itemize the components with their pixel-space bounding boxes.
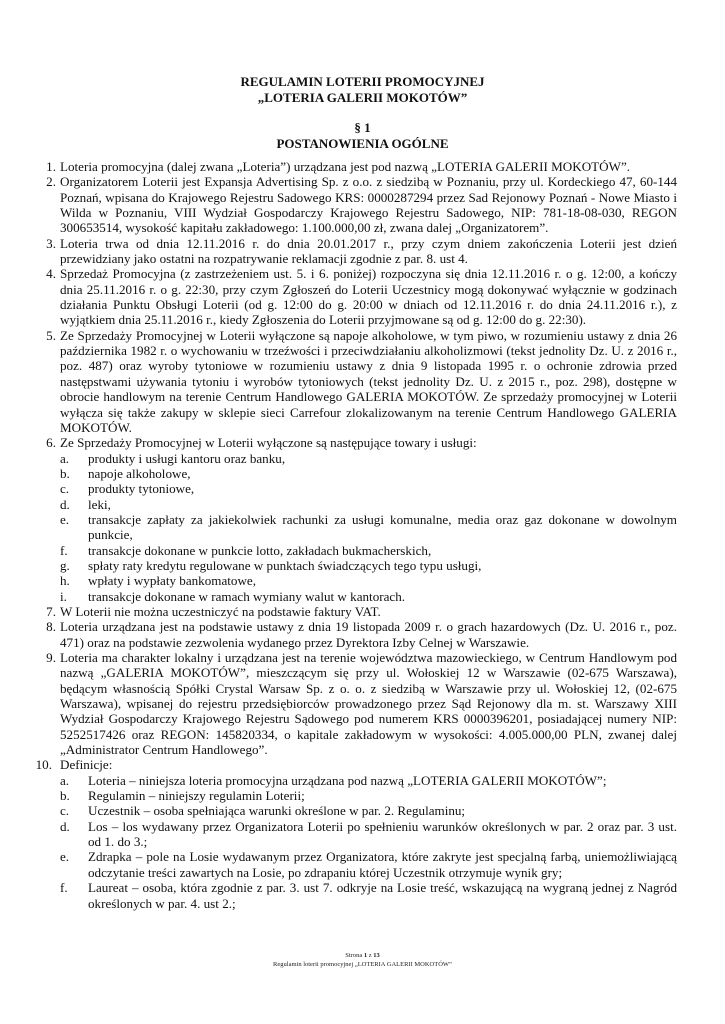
sub-item-letter: e. <box>60 511 70 527</box>
sub-item-letter: e. <box>60 849 70 865</box>
list-item <box>32 174 677 235</box>
sub-list-item <box>60 803 677 818</box>
sub-item-text: Laureat – osoba, która zgodnie z par. 3. ust 7. odkryje na Losie treść, wskazującą na wygraną jednej z Nagród określonych w par. 4. ust 2.; <box>88 880 677 911</box>
item-number: 7. <box>46 603 56 619</box>
footer-document-name: Regulamin loterii promocyjnej „LOTERIA GALERII MOKOTÓW” <box>273 961 452 968</box>
item-text: Loteria promocyjna (dalej zwana „Loteria”) urządzana jest pod nazwą „LOTERIA GALERII MOKOTÓW”. <box>60 159 631 174</box>
item-number: 8. <box>46 619 56 635</box>
item-number: 10. <box>35 757 52 773</box>
sub-list-item <box>60 466 677 481</box>
sub-item-letter: d. <box>60 818 70 834</box>
item-text: Loteria urządzana jest na podstawie ustawy z dnia 19 listopada 2009 r. o grach hazardowych (Dz. U. 2016 r., poz. 471) oraz na podstawie zezwolenia wydanego przez Dyrektora Izby Celnej w Warszawie. <box>60 619 677 650</box>
list-item <box>32 266 677 327</box>
item-number: 3. <box>46 235 56 251</box>
regulations-body <box>32 159 677 911</box>
sub-item-text: Los – los wydawany przez Organizatora Loterii po spełnieniu warunków określonych w par. 2 oraz par. 3 ust. od 1. do 3.; <box>88 818 677 850</box>
sub-item-text: transakcje dokonane w ramach wymiany walut w kantorach. <box>88 588 406 604</box>
item-number: 4. <box>46 266 56 282</box>
sub-list-item <box>60 589 677 604</box>
list-item <box>32 236 677 267</box>
definitions-list <box>60 773 677 911</box>
sub-list-item <box>60 773 677 788</box>
sub-item-text: Uczestnik – osoba spełniająca warunki określone w par. 2. Regulaminu; <box>88 803 466 819</box>
page-total: 13 <box>373 952 380 959</box>
item-text: Ze Sprzedaży Promocyjnej w Loterii wyłączone są następujące towary i usługi: <box>60 435 477 451</box>
item-text: Ze Sprzedaży Promocyjnej w Loterii wyłączone są napoje alkoholowe, w tym piwo, w rozumieniu ustawy z dnia 26 października 1982 r. o wychowaniu w trzeźwości i przeciwdziałaniu alkoholizmowi (tekst jednolity Dz. U. z 2016 r., poz. 487) oraz wyroby tytoniowe w rozumieniu ustawy z dnia 9 listopada 1995 r. o ochronie zdrowia przed następstwami używania tytoniu i wyrobów tytoniowych (tekst jednolity Dz. U. z 2015 r., poz. 298), dostępne w obrocie handlowym na terenie Centrum Handlowego GALERIA MOKOTÓW. Ze sprzedaży promocyjnej w Loterii wyłącza się także zakupy w sklepie sieci Carrefour zlokalizowanym na terenie Centrum Handlowego GALERIA MOKOTÓW. <box>60 327 677 435</box>
sub-item-letter: g. <box>60 557 70 573</box>
list-item <box>32 159 677 174</box>
sub-item-letter: i. <box>60 588 67 604</box>
list-item <box>32 619 677 650</box>
sub-item-letter: d. <box>60 496 70 512</box>
item-text: W Loterii nie można uczestniczyć na podstawie faktury VAT. <box>60 603 381 619</box>
sub-item-text: leki, <box>88 496 111 512</box>
general-provisions-list <box>32 159 677 911</box>
list-item <box>32 328 677 435</box>
item-number: 9. <box>46 650 56 665</box>
sub-item-letter: b. <box>60 788 70 804</box>
section-number: § 1 <box>354 120 371 135</box>
sub-list-item <box>60 849 677 880</box>
sub-list-item <box>60 880 677 911</box>
page-counter <box>0 951 725 960</box>
sub-item-letter: h. <box>60 573 70 589</box>
page-of: z <box>368 952 372 959</box>
sub-item-text: produkty tytoniowe, <box>88 481 195 497</box>
item-text: Sprzedaż Promocyjna (z zastrzeżeniem ust. 5. i 6. poniżej) rozpoczyna się dnia 12.11.2016 r. o g. 12:00, a kończy dnia 25.11.2016 r. o g. 22:30, przy czym Zgłoszeń do Loterii Uczestnicy mogą dokonywać wyłącznie w godzinach działania Punktu Obsługi Loterii (od g. 12:00 do g. 20:00 w dniach od 12.11.2016 r. do dnia 24.11.2016 r.), z wyjątkiem dnia 25.11.2016 r., kiedy Zgłoszenia do Loterii przyjmowane są od g. 12:00 do g. 22:30). <box>60 266 677 328</box>
sub-item-text: transakcje dokonane w punkcie lotto, zakładach bukmacherskich, <box>88 542 432 558</box>
sub-list-item <box>60 481 677 496</box>
sub-item-text: transakcje zapłaty za jakiekolwiek rachunki za usługi komunalne, media oraz gaz dokonane w dowolnym punkcie, <box>88 511 677 543</box>
sub-item-text: Loteria – niniejsza loteria promocyjna urządzana pod nazwą „LOTERIA GALERII MOKOTÓW”; <box>88 772 607 788</box>
document-title-line1: REGULAMIN LOTERII PROMOCYJNEJ <box>240 74 485 89</box>
page-current: 1 <box>363 952 368 959</box>
sub-item-text: spłaty raty kredytu regulowane w punktach świadczących tego typu usługi, <box>88 557 482 573</box>
sub-item-text: produkty i usługi kantoru oraz banku, <box>88 450 286 466</box>
sub-list-item <box>60 497 677 512</box>
sub-list-item <box>60 512 677 543</box>
sub-list-item <box>60 451 677 466</box>
sub-item-letter: c. <box>60 803 70 819</box>
sub-item-letter: a. <box>60 450 70 466</box>
item-number: 6. <box>46 435 56 451</box>
item-number: 5. <box>46 327 56 343</box>
sub-item-letter: b. <box>60 465 70 481</box>
list-item <box>32 650 677 757</box>
item-text: Loteria trwa od dnia 12.11.2016 r. do dnia 20.01.2017 r., przy czym dniem zakończenia Loterii jest dzień przewidziany jako ostatni na rozpatrywanie reklamacji zgodnie z par. 8. ust 4. <box>60 235 677 267</box>
sub-list-item <box>60 788 677 803</box>
item-number: 2. <box>46 174 56 190</box>
list-item <box>32 604 677 619</box>
sub-item-letter: f. <box>60 880 68 896</box>
item-number: 1. <box>46 159 56 174</box>
item-text: Definicje: <box>60 757 113 773</box>
sub-item-letter: a. <box>60 772 70 788</box>
sub-list-item <box>60 819 677 850</box>
sub-item-letter: f. <box>60 542 68 558</box>
list-item <box>32 435 677 604</box>
list-item <box>32 757 677 910</box>
sub-item-text: napoje alkoholowe, <box>88 465 191 481</box>
section-title: POSTANOWIENIA OGÓLNE <box>276 136 449 151</box>
sub-list-item <box>60 573 677 588</box>
item-text: Loteria ma charakter lokalny i urządzana jest na terenie województwa mazowieckiego, w Centrum Handlowym pod nazwą „GALERIA MOKOTÓW”, mieszczącym się przy ul. Wołoskiej 12 w Warszawie (02-675 Warszawa), będącym własnością Spółki Crystal Warsaw Sp. z o. o. z siedzibą w Warszawie przy ul. Wołoskiej 12, (02-675 Warszawa), wpisanej do rejestru przedsiębiorców prowadzonego przez Sąd Rejonowy dla m. st. Warszawy XIII Wydział Gospodarczy Krajowego Rejestru Sądowego pod numerem KRS 0000396201, posiadającej numery NIP: 5252517426 oraz REGON: 145820334, o kapitale zakładowym w wysokości: 4.005.000,00 PLN, zwanej dalej „Administrator Centrum Handlowego”. <box>60 650 677 758</box>
sub-list-item <box>60 558 677 573</box>
sub-item-text: Regulamin – niniejszy regulamin Loterii; <box>88 788 305 804</box>
sub-item-text: wpłaty i wypłaty bankomatowe, <box>88 573 257 589</box>
document-title-line2: „LOTERIA GALERII MOKOTÓW” <box>257 90 468 105</box>
item-text: Organizatorem Loterii jest Expansja Advertising Sp. z o.o. z siedzibą w Poznaniu, przy ul. Kordeckiego 47, 60-144 Poznań, wpisana do Krajowego Rejestru Sadowego KRS: 0000287294 przez Sad Rejonowy Poznań - Nowe Miasto i Wilda w Poznaniu, VIII Wydział Gospodarczy Krajowego Rejestru Sadowego, NIP: 781-18-08-030, REGON 300653514, wysokość kapitału zakładowego: 1.100.000,00 zł, zwana dalej „Organizatorem”. <box>60 174 677 236</box>
page-label: Strona <box>345 952 363 959</box>
sub-item-text: Zdrapka – pole na Losie wydawanym przez Organizatora, które zakryte jest specjalną farbą, uniemożliwiającą odczytanie treści zawartych na Losie, po zdrapaniu której Uczestnik otrzymuje wynik gry; <box>88 849 677 880</box>
sub-list-item <box>60 543 677 558</box>
sub-item-letter: c. <box>60 481 70 497</box>
excluded-goods-list <box>60 451 677 604</box>
